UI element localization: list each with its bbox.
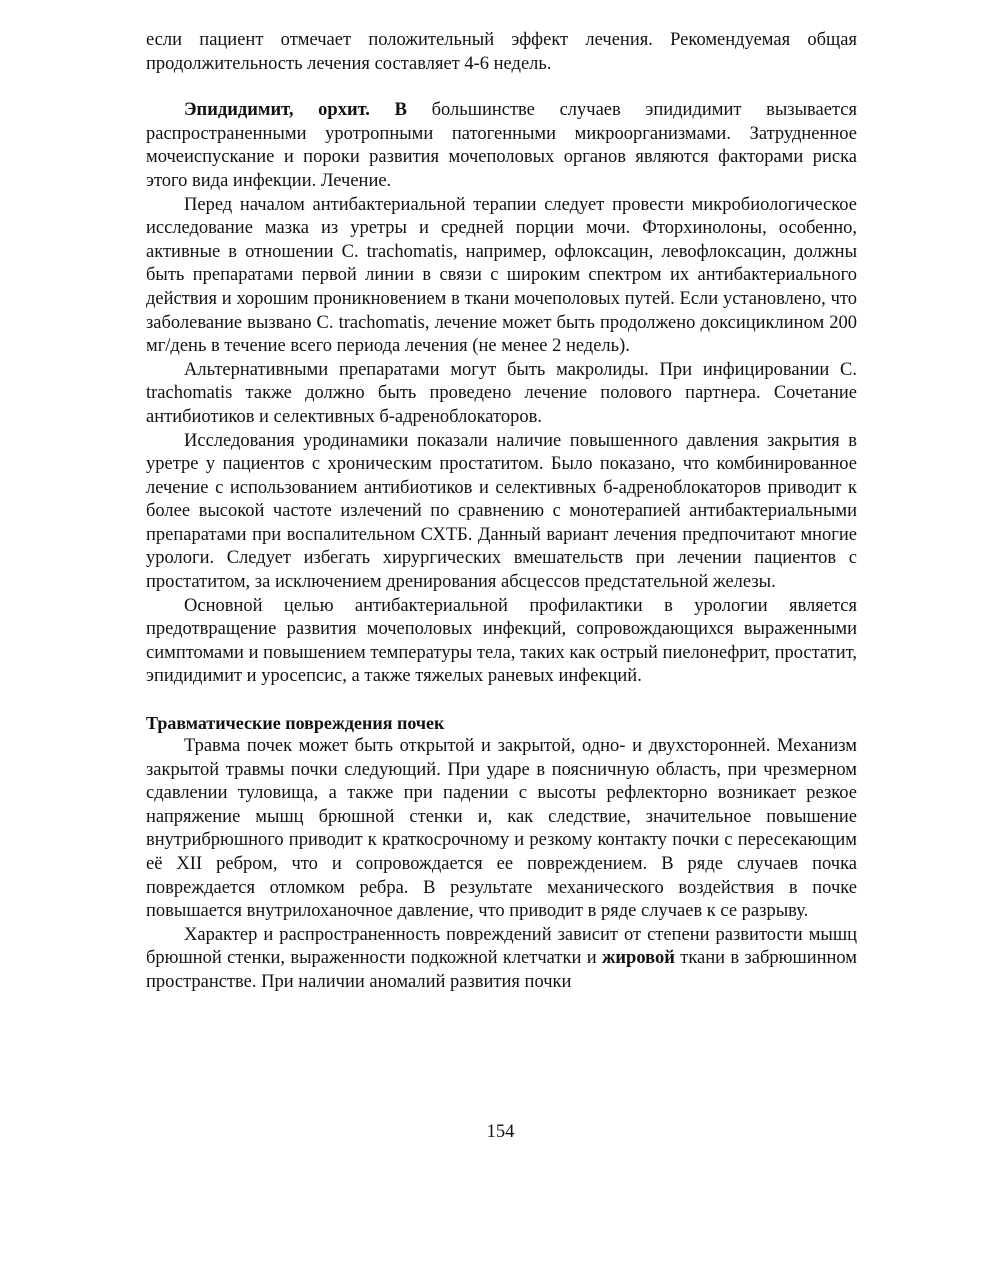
paragraph-text: большинстве случаев эпидидимит вызывается распространенными уротропными патогенными микроорганизмами. Затрудненное мочеиспускание и пороки развития мочеполовых органов являются факторами риска этого вида инфекции. Лечение.: [146, 100, 857, 191]
section-heading: Травматические повреждения почек: [146, 713, 445, 734]
page-number: 154: [486, 1122, 515, 1142]
paragraph-prophylaxis: Основной целью антибактериальной профилактики в урологии является предотвращение развития мочеполовых инфекций, сопровождающихся выраженными симптомами и повышением температуры тела, таких как острый пиелонефрит, простатит, эпидидимит и уросепсис, а также тяжелых раневых инфекций.: [146, 595, 857, 687]
paragraph-injury-character: [146, 924, 857, 995]
paragraph-lead-term: Эпидидимит, орхит. В: [184, 100, 407, 121]
bold-word: жировой: [601, 948, 675, 969]
spacer: [146, 689, 857, 712]
paragraph-alternatives: Альтернативными препаратами могут быть макролиды. При инфицировании C. trachomatis также должно быть проведено лечение полового партнера. Сочетание антибиотиков и селективных б-адреноблокаторов.: [146, 359, 857, 427]
paragraph-continuation: если пациент отмечает положительный эффект лечения. Рекомендуемая общая продолжительность лечения составляет 4-6 недель.: [146, 30, 857, 74]
paragraph-kidney-trauma: Травма почек может быть открытой и закрытой, одно- и двухсторонней. Механизм закрытой травмы почки следующий. При ударе в поясничную область, при чрезмерном сдавлении туловища, а также при падении с высоты рефлекторно возникает резкое напряжение мышц брюшной стенки и, как следствие, значительное повышение внутрибрюшного приводит к краткосрочному и резкому контакту почки с пересекающим её XII ребром, что и сопровождается ее повреждением. В ряде случаев почка повреждается отломком ребра. В результате механического воздействия в почке повышается внутрилоханочное давление, что приводит в ряде случаев к се разрыву.: [146, 736, 857, 922]
paragraph-text-end: ткани в забрюшинном пространстве. При наличии аномалий развития почки: [146, 948, 857, 992]
document-page: [146, 29, 857, 995]
paragraph-therapy: Перед началом антибактериальной терапии следует провести микробиологическое исследование мазка из уретры и средней порции мочи. Фторхинолоны, особенно, активные в отношении C. trachomatis, например, офлоксацин, левофлоксацин, должны быть препаратами первой линии в связи с широким спектром их антибактериального действия и хорошим проникновением в ткани мочеполовых путей. Если установлено, что заболевание вызвано C. trachomatis, лечение может быть продолжено доксициклином 200 мг/день в течение всего периода лечения (не менее 2 недель).: [146, 194, 857, 357]
paragraph-epididymitis: [146, 99, 857, 193]
paragraph-text: Характер и распространенность повреждений зависит от степени развитости мышц брюшной стенки, выраженности подкожной клетчатки и: [146, 924, 857, 969]
spacer: [146, 76, 857, 99]
paragraph-urodynamics: Исследования уродинамики показали наличие повышенного давления закрытия в уретре у пациентов с хроническим простатитом. Было показано, что комбинированное лечение с использованием антибиотиков и селективных б-адреноблокаторов приводит к более высокой частоте излечений по сравнению с монотерапией антибактериальными препаратами при воспалительном СХТБ. Данный вариант лечения предпочитают многие урологи. Следует избегать хирургических вмешательств при лечении пациентов с простатитом, за исключением дренирования абсцессов предстательной железы.: [146, 430, 857, 593]
